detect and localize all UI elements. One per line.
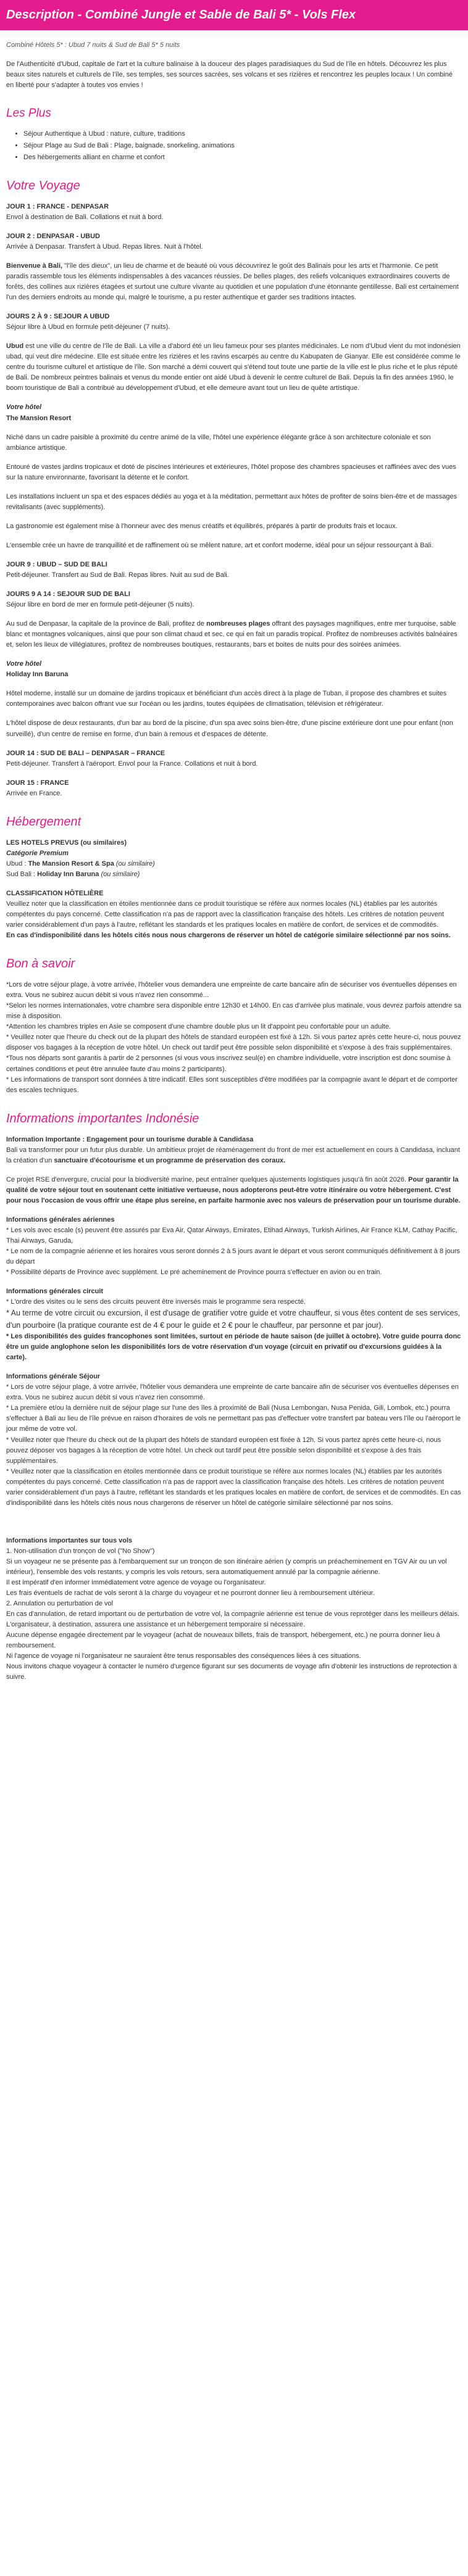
info-text: Bali va transformer pour un futur plus durable. Un ambitieux projet de réaménagement du front de mer est actuellement en cours à Candidasa, incluant la création d'un [6, 1146, 460, 1164]
day-text: Séjour libre à Ubud en formule petit-déjeuner (7 nuits). [6, 323, 170, 331]
hotel-sud-line [6, 869, 462, 880]
day-text: Arrivée à Denpasar. Transfert à Ubud. Repas libres. Nuit à l'hôtel. [6, 242, 203, 251]
sud-text: offrant des paysages magnifiques, entre mer turquoise, sable blanc et montagnes volcaniques, ainsi que pour son climat chaud et sec, ce qui en fait un paradis tropical. Profitez de nombreuses activités balnéaires et, selon les lieux de villégiatures, profitez de nombreuses boutiques, restaurants, bars et boites de nuits pour des soirées animées. [6, 620, 458, 649]
hotel-text: Entouré de vastes jardins tropicaux et doté de piscines intérieures et extérieures, l'hôtel propose des chambres spacieuses et raffinées avec des vues sur la nature environnante, favorisant la détente et le confort. [6, 463, 456, 481]
welcome-paragraph [6, 261, 462, 303]
vols-text: L'organisateur, à destination, assurera une assistance et un hébergement temporaire si nécessaire. [6, 1621, 305, 1629]
hotel-text: La gastronomie est également mise à l'honneur avec des menus créatifs et équilibrés, préparés à partir de produits frais et locaux. [6, 522, 398, 530]
circ-note: * Les disponibilités des guides francophones sont limitées, surtout en période de haute saison (de juillet à octobre). Votre guide pourra donc être un guide anglophone selon les disponibilités lors de votre réservation d'un voyage (circuit en privatif ou d'excursions guidées à la carte). [6, 1333, 461, 1362]
vols-title: Informations importantes sur tous vols [6, 1536, 133, 1544]
circ-note: * Au terme de votre circuit ou excursion, il est d'usage de gratifier votre guide et votre chauffeur, si vous êtes content de ses services, d'un pourboire (la pratique courante est de 4 € pour le guide et 2 € pour le chauffeur, par personne et par jour). [6, 1309, 461, 1330]
sud-bold: nombreuses plages [206, 620, 270, 628]
note: * Les informations de transport sont données à titre indicatif. Elles sont susceptibles d'être modifiées par la compagnie avant le départ et de comporter des escales techniques. [6, 1075, 458, 1094]
hotel-heading: Votre hôtel [6, 660, 42, 668]
list-item: • Séjour Authentique à Ubud : nature, culture, traditions [23, 129, 462, 139]
day-title: JOUR 9 : UBUD – SUD DE BALI [6, 560, 107, 568]
vols-item-title: 2. Annulation ou perturbation de vol [6, 1600, 114, 1608]
title-bar [0, 0, 468, 30]
section-heading-voyage: Votre Voyage [6, 178, 80, 193]
suffix: (ou similaire) [99, 870, 140, 878]
ubud-paragraph [6, 341, 462, 394]
vols-text: Aucune dépense engagée directement par le voyageur (achat de nouveaux billets, frais de transport, hébergement, etc.) ne pourra donner lieu à remboursement. [6, 1631, 440, 1650]
page-title: Description - Combiné Jungle et Sable de Bali 5* - Vols Flex [6, 8, 356, 22]
sej-note: * Veuillez noter que l'heure du check out de la plupart des hôtels de standard européen est fixée à 12h. Si vous partez après cette heure-ci, nous pouvez déposer vos bagages à la réception de votre hôtel. Un check out tardif peut être possible selon disponibilité et s'expose à des frais supplémentaires. [6, 1436, 441, 1465]
hotel-text: Les installations incluent un spa et des espaces dédiés au yoga et à la méditation, permettant aux hôtes de profiter de soins bien-être et de massages revitalisants (avec suppléments). [6, 492, 458, 511]
hotel-ubud-line [6, 859, 462, 869]
hotel-text: L'ensemble crée un havre de tranquillité et de raffinement où se mêlent nature, art et confort moderne, idéal pour un séjour ressourçant à Bali. [6, 541, 433, 549]
day-title: JOURS 9 A 14 : SEJOUR SUD DE BALI [6, 590, 130, 598]
ubud-lead: Ubud [6, 342, 24, 350]
page-subtitle: Combiné Hôtels 5* : Ubud 7 nuits & Sud de Bali 5* 5 nuits [6, 41, 180, 49]
hotel-text: Niché dans un cadre paisible à proximité du centre animé de la ville, l'hôtel une expérience élégante grâce à son architecture coloniale et son ambiance artistique. [6, 433, 431, 452]
vols-text: Ni l'agence de voyage ni l'organisateur ne sauraient être tenus responsables des conséquences liées à ces situations. [6, 1652, 361, 1660]
hotel-name: Holiday Inn Baruna [37, 870, 99, 878]
day-title: JOURS 2 À 9 : SEJOUR A UBUD [6, 313, 110, 321]
hotels-line: LES HOTELS PREVUS (ou similaires) [6, 839, 127, 847]
section-heading-hebergement: Hébergement [6, 814, 81, 829]
aer-note: * Le nom de la compagnie aérienne et les horaires vous seront donnés 2 à 5 jours avant le départ et vous seront communiqués définitivement à 8 jours du départ [6, 1248, 460, 1266]
hotel-heading: Votre hôtel [6, 404, 42, 412]
info-bold: Pour garantir la qualité de votre séjour tout en soutenant cette initiative vertueuse, nous adopterons peut-être votre itinéraire ou votre hébergement. C'est pour nous l'occasion de vous offrir une étape plus sereine, en parfaite harmonie avec nos valeurs de préservation pour un tourisme durable. [6, 1175, 461, 1204]
vols-text: Si un voyageur ne se présente pas à l'embarquement sur un tronçon de son itinéraire aérien (y compris un préacheminement en TGV Air ou un vol intérieur), l'ensemble des vols restants, y compris les vols retours, sera automatiquement annulé par la compagnie aérienne. [6, 1557, 447, 1576]
label: Ubud : [6, 859, 28, 868]
vols-text: Il est impératif d'en informer immédiatement votre agence de voyage ou l'organisateur. [6, 1579, 266, 1587]
day-text: Séjour libre en bord de mer en formule petit-déjeuner (5 nuits). [6, 601, 194, 609]
info-paragraph [6, 1175, 462, 1206]
day-text: Envol à destination de Bali. Collations et nuit à bord. [6, 213, 164, 221]
note: *Lors de votre séjour plage, à votre arrivée, l'hôtelier vous demandera une empreinte de carte bancaire afin de sécuriser vos éventuelles dépenses en extra. Vous ne subirez aucun débit si vous n'avez rien consommé... [6, 981, 457, 1000]
note: *Tous nos départs sont garantis à partir de 2 personnes (si vous vous inscrivez seul(e) en chambre individuelle, votre inscription est donc soumise à certaines conditions et peut être annulée faute d'au moins 2 participants). [6, 1054, 451, 1073]
hotel-name: The Mansion Resort & Spa [28, 859, 114, 868]
sud-text: Au sud de Denpasar, la capitale de la province de Bali, profitez de [6, 620, 207, 628]
sej-note: * La première et/ou la dernière nuit de séjour plage sur l'une des îles à proximité de Bali (Nusa Lembongan, Nusa Penida, Gili, Lombok, etc.) pourra s'effectuer à Bali au lieu de l'île prévue en raison d'horaires de vols ne permettant pas pas d'effectuer votre transfert par bateau vers l'île ou l'aéroport le jour même de votre vol. [6, 1404, 461, 1433]
classification-text: Veuillez noter que la classification en étoiles mentionnée dans ce produit touristique se réfère aux normes locales (NL) établies par les autorités compétentes du pays concerné. Cette classification n'a pas de rapport avec la classification française des hôtels. Les critères de notation peuvent varier considérablement d'un pays à l'autre, reflétant les standards et les pratiques locales en matière de confort, de services et de commodités. [6, 900, 444, 929]
hotel-name: The Mansion Resort [6, 414, 72, 422]
vols-item-title: 1. Non-utilisation d'un tronçon de vol ("No Show") [6, 1547, 155, 1555]
spacer [6, 1517, 462, 1536]
section-heading-plus: Les Plus [6, 107, 51, 120]
main-content [0, 40, 468, 1683]
category-line: Catégorie Premium [6, 849, 69, 857]
plus-list [6, 129, 462, 163]
info-bold: sanctuaire d'écotourisme et un programme de préservation des coraux. [54, 1156, 286, 1164]
list-item: • Des hébergements alliant en charme et confort [23, 152, 462, 163]
aer-note: * Les vols avec escale (s) peuvent être assurés par Eva Air, Qatar Airways, Emirates, Etihad Airways, Turkish Airlines, Air France KLM, Cathay Pacific, Thai Airways, Garuda, [6, 1227, 458, 1245]
day-text: Petit-déjeuner. Transfert au Sud de Bali. Repas libres. Nuit au sud de Bali. [6, 571, 229, 579]
circ-note: * L'ordre des visites ou le sens des circuits peuvent être inversés mais le programme sera respecté. [6, 1298, 306, 1306]
section-heading-info: Informations importantes Indonésie [6, 1111, 199, 1125]
sej-title: Informations générale Séjour [6, 1373, 101, 1381]
classification-title: CLASSIFICATION HÔTELIÈRE [6, 889, 104, 897]
day-title: JOUR 15 : FRANCE [6, 779, 69, 787]
aer-title: Informations générales aériennes [6, 1216, 115, 1224]
note: * Veuillez noter que l'heure du check out de la plupart des hôtels de standard européen est fixé à 12h. Si vous partez après cette heure-ci, nous pouvez disposer vos bagages à la réception de votre hôtel. Un check out tardif peut être possible selon disponibilité et s'expose à des frais supplémentaires. [6, 1033, 461, 1052]
sej-note: * Veuillez noter que la classification en étoiles mentionnée dans ce produit touristique se réfère aux normes locales (NL) établies par les autorités compétentes du pays concerné. Cette classification n'a pas de rapport avec la classification française des hôtels. Les critères de notation peuvent varier considérablement d'un pays à l'autre, reflétant les standards et les pratiques locales en matière de confort, de services et de commodités. En cas d'indisponibilité dans les hôtels cités nous nous chargerons de réserver un hôtel de catégorie similaire sélectionné par nos soins. [6, 1467, 461, 1507]
note: *Selon les normes internationales, votre chambre sera disponible entre 12h30 et 14h00. En cas d'arrivée plus matinale, vous devrez parfois attendre sa mise à disposition. [6, 1002, 462, 1021]
vols-text: En cas d'annulation, de retard important ou de perturbation de votre vol, la compagnie aérienne est tenue de vous reprotéger dans les meilleurs délais. [6, 1610, 460, 1618]
section-heading-bon: Bon à savoir [6, 957, 75, 971]
day-text: Arrivée en France. [6, 789, 62, 797]
info-text: Ce projet RSE d'envergure, crucial pour la biodiversité marine, peut entraîner quelques ajustements logistiques jusqu'à fin août 2026. [6, 1175, 409, 1183]
circ-title: Informations générales circuit [6, 1288, 104, 1296]
hotel-text: L'hôtel dispose de deux restaurants, d'un bar au bord de la piscine, d'un spa avec soins bien-être, d'une piscine extérieure dont une pour enfant (non surveillé), d'un centre de remise en forme, d'un bain à remous et d'espaces de détente. [6, 719, 453, 738]
aer-note: * Possibilité départs de Province avec supplément. Le pré acheminement de Province pourra s'effectuer en avion ou en train. [6, 1269, 382, 1277]
list-item: • Séjour Plage au Sud de Bali : Plage, baignade, snorkeling, animations [23, 141, 462, 151]
note: *Attention les chambres triples en Asie se composent d'une chambre double plus un lit d'appoint peu confortable pour un adulte. [6, 1023, 391, 1031]
welcome-text: "l'île des dieux", un lieu de charme et de beauté où vous découvrirez le goût des Balinais pour les arts et l'harmonie. Ce petit paradis rassemble tous les éléments indispensables à des vacances réussies. De belles plages, des reliefs volcaniques extraordinaires couverts de forêts, des collines aux rizières étagées et surtout une culture vivante au quotidien et une population d'une étonnante gentillesse. Bali est certainement l'un des derniers endroits au monde qui, malgré le tourisme, a pu rester authentique et garder ses traditions intactes. [6, 262, 459, 302]
hotel-text: Hôtel moderne, installé sur un domaine de jardins tropicaux et bénéficiant d'un accès direct à la plage de Tuban, il propose des chambres et suites contemporaines avec balcon offrant vue sur l'océan ou les jardins, toutes équipées de climatisation, télévision et réfrigérateur. [6, 690, 447, 708]
info-title: Information Importante : Engagement pour un tourisme durable à Candidasa [6, 1135, 254, 1143]
classification-paragraph [6, 899, 462, 941]
hotel-name: Holiday Inn Baruna [6, 671, 69, 679]
suffix: (ou similaire) [114, 859, 155, 868]
day-title: JOUR 1 : FRANCE - DENPASAR [6, 202, 109, 210]
classification-bold: En cas d'indisponibilité dans les hôtels cités nous nous chargerons de réserver un hôtel de catégorie similaire sélectionné par nos soins. [6, 932, 451, 940]
day-text: Petit-déjeuner. Transfert à l'aéroport. Envol pour la France. Collations et nuit à bord. [6, 760, 258, 768]
day-title: JOUR 14 : SUD DE BALI – DENPASAR – FRANCE [6, 749, 165, 757]
info-paragraph [6, 1145, 462, 1166]
intro-text: De l'Authenticité d'Ubud, capitale de l'art et la culture balinaise à la douceur des plages paradisiaques du Sud de l'île en hôtels. Découvrez les plus beaux sites naturels et culturels de l'île, ses temples, ses sources sacrées, ses volcans et ses rizières et rencontrez les peuples locaux ! Un combiné en liberté pour s'adapter à toutes vos envies ! [6, 60, 453, 89]
ubud-text: est une ville du centre de l'île de Bali. La ville a d'abord été un lieu fameux pour ses plantes médicinales. Le nom d'Ubud vient du mot indonésien ubad, qui veut dire médecine. Elle est située entre les rizières et les ravins escarpés au centre du Kabupaten de Gianyar. Elle est considérée comme le centre du tourisme culturel et artistique de l'île. Son marché a démi couvert qui s'étend tout toute une partie de la ville est le plus riche et le plus réputé de Bali. De nombreux peintres balinais et venus du monde entier ont aidé Ubud à devenir le centre culturel de Bali. Depuis la fin des années 1960, le boom touristique de Bali a contribué au développement d'Ubud, et elle demeure avant tout un lieu de quête artistique. [6, 342, 461, 392]
vols-text: Les frais éventuels de rachat de vols seront à la charge du voyageur et ne pourront donner lieu à remboursement ultérieur. [6, 1589, 375, 1597]
sej-note: * Lors de votre séjour plage, à votre arrivée, l'hôtelier vous demandera une empreinte de carte bancaire afin de sécuriser vos éventuelles dépenses en extra. Vous ne subirez aucun débit si vous n'avez rien consommé. [6, 1383, 459, 1402]
label: Sud Bali : [6, 870, 38, 878]
day-title: JOUR 2 : DENPASAR - UBUD [6, 232, 100, 240]
sud-paragraph [6, 619, 462, 650]
welcome-lead: Bienvenue à Bali, [6, 262, 63, 270]
vols-text: Nous invitons chaque voyageur à contacter le numéro d'urgence figurant sur ses documents de voyage afin d'obtenir les instructions de reprotection à suivre. [6, 1663, 458, 1681]
